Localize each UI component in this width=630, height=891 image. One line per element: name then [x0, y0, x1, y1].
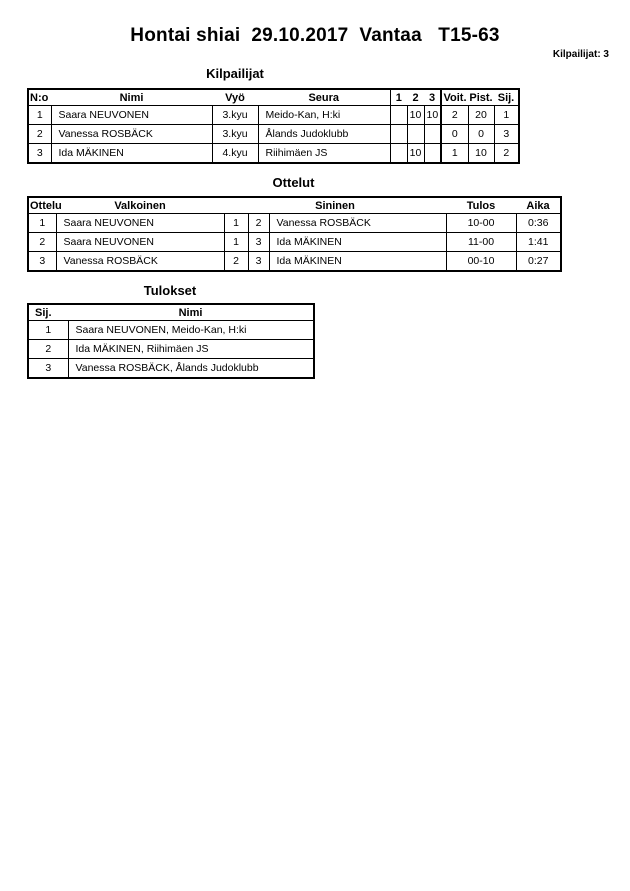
results-header-row [28, 304, 314, 321]
cell-round1 [390, 144, 407, 164]
competitors-count: Kilpailijat: 3 [552, 49, 609, 60]
results-heading: Tulokset [143, 283, 197, 298]
competitors-header-row [28, 89, 519, 106]
matches-table [27, 196, 562, 272]
cell-result: 00-10 [446, 252, 516, 272]
competitor-row [28, 144, 519, 164]
cell-blue-no: 2 [248, 214, 269, 233]
competitors-heading: Kilpailijat [206, 66, 264, 81]
col-header-points: Pist. [468, 89, 494, 106]
cell-points: 20 [468, 106, 494, 125]
cell-blue-name: Vanessa ROSBÄCK [269, 214, 446, 233]
cell-wins: 0 [441, 125, 468, 144]
cell-match-no: 3 [28, 252, 56, 272]
col-header-match: Ottelu [28, 197, 56, 214]
col-header-round3: 3 [424, 89, 441, 106]
cell-place: 1 [28, 321, 68, 340]
cell-time: 1:41 [516, 233, 561, 252]
cell-round3: 10 [424, 106, 441, 125]
cell-blue-no: 3 [248, 233, 269, 252]
cell-place: 3 [494, 125, 519, 144]
col-header-blue: Sininen [224, 197, 446, 214]
col-header-result: Tulos [446, 197, 516, 214]
cell-place: 2 [28, 340, 68, 359]
cell-no: 3 [28, 144, 51, 164]
cell-wins: 2 [441, 106, 468, 125]
cell-time: 0:27 [516, 252, 561, 272]
cell-white-no: 2 [224, 252, 248, 272]
col-header-no: N:o [28, 89, 51, 106]
cell-name: Vanessa ROSBÄCK [51, 125, 212, 144]
results-table [27, 303, 315, 379]
cell-white-no: 1 [224, 214, 248, 233]
result-row [28, 321, 314, 340]
cell-white-name: Saara NEUVONEN [56, 233, 224, 252]
col-header-name: Nimi [68, 304, 314, 321]
cell-blue-name: Ida MÄKINEN [269, 252, 446, 272]
cell-blue-no: 3 [248, 252, 269, 272]
cell-name: Vanessa ROSBÄCK, Ålands Judoklubb [68, 359, 314, 379]
cell-round1 [390, 106, 407, 125]
cell-white-name: Vanessa ROSBÄCK [56, 252, 224, 272]
cell-round3 [424, 125, 441, 144]
match-row [28, 214, 561, 233]
col-header-round2: 2 [407, 89, 424, 106]
cell-round3 [424, 144, 441, 164]
cell-result: 10-00 [446, 214, 516, 233]
cell-round2 [407, 125, 424, 144]
cell-name: Ida MÄKINEN [51, 144, 212, 164]
cell-white-no: 1 [224, 233, 248, 252]
cell-club: Ålands Judoklubb [258, 125, 390, 144]
matches-header-row [28, 197, 561, 214]
cell-belt: 4.kyu [212, 144, 258, 164]
match-row [28, 252, 561, 272]
cell-no: 1 [28, 106, 51, 125]
col-header-round1: 1 [390, 89, 407, 106]
competitor-row [28, 125, 519, 144]
cell-belt: 3.kyu [212, 125, 258, 144]
cell-name: Ida MÄKINEN, Riihimäen JS [68, 340, 314, 359]
col-header-place: Sij. [494, 89, 519, 106]
result-row [28, 359, 314, 379]
match-row [28, 233, 561, 252]
result-row [28, 340, 314, 359]
cell-belt: 3.kyu [212, 106, 258, 125]
cell-points: 10 [468, 144, 494, 164]
cell-match-no: 1 [28, 214, 56, 233]
col-header-time: Aika [516, 197, 561, 214]
cell-wins: 1 [441, 144, 468, 164]
col-header-wins: Voit. [441, 89, 468, 106]
cell-round1 [390, 125, 407, 144]
cell-match-no: 2 [28, 233, 56, 252]
cell-club: Meido-Kan, H:ki [258, 106, 390, 125]
cell-time: 0:36 [516, 214, 561, 233]
cell-name: Saara NEUVONEN, Meido-Kan, H:ki [68, 321, 314, 340]
competitor-row [28, 106, 519, 125]
cell-place: 3 [28, 359, 68, 379]
cell-blue-name: Ida MÄKINEN [269, 233, 446, 252]
col-header-white: Valkoinen [56, 197, 224, 214]
cell-result: 11-00 [446, 233, 516, 252]
cell-points: 0 [468, 125, 494, 144]
cell-round2: 10 [407, 106, 424, 125]
page-title: Hontai shiai 29.10.2017 Vantaa T15-63 [130, 25, 500, 46]
col-header-name: Nimi [51, 89, 212, 106]
cell-place: 2 [494, 144, 519, 164]
competitors-table [27, 88, 520, 164]
cell-place: 1 [494, 106, 519, 125]
col-header-place: Sij. [28, 304, 68, 321]
cell-no: 2 [28, 125, 51, 144]
cell-name: Saara NEUVONEN [51, 106, 212, 125]
col-header-belt: Vyö [212, 89, 258, 106]
col-header-club: Seura [258, 89, 390, 106]
cell-club: Riihimäen JS [258, 144, 390, 164]
cell-round2: 10 [407, 144, 424, 164]
matches-heading: Ottelut [272, 175, 315, 190]
cell-white-name: Saara NEUVONEN [56, 214, 224, 233]
